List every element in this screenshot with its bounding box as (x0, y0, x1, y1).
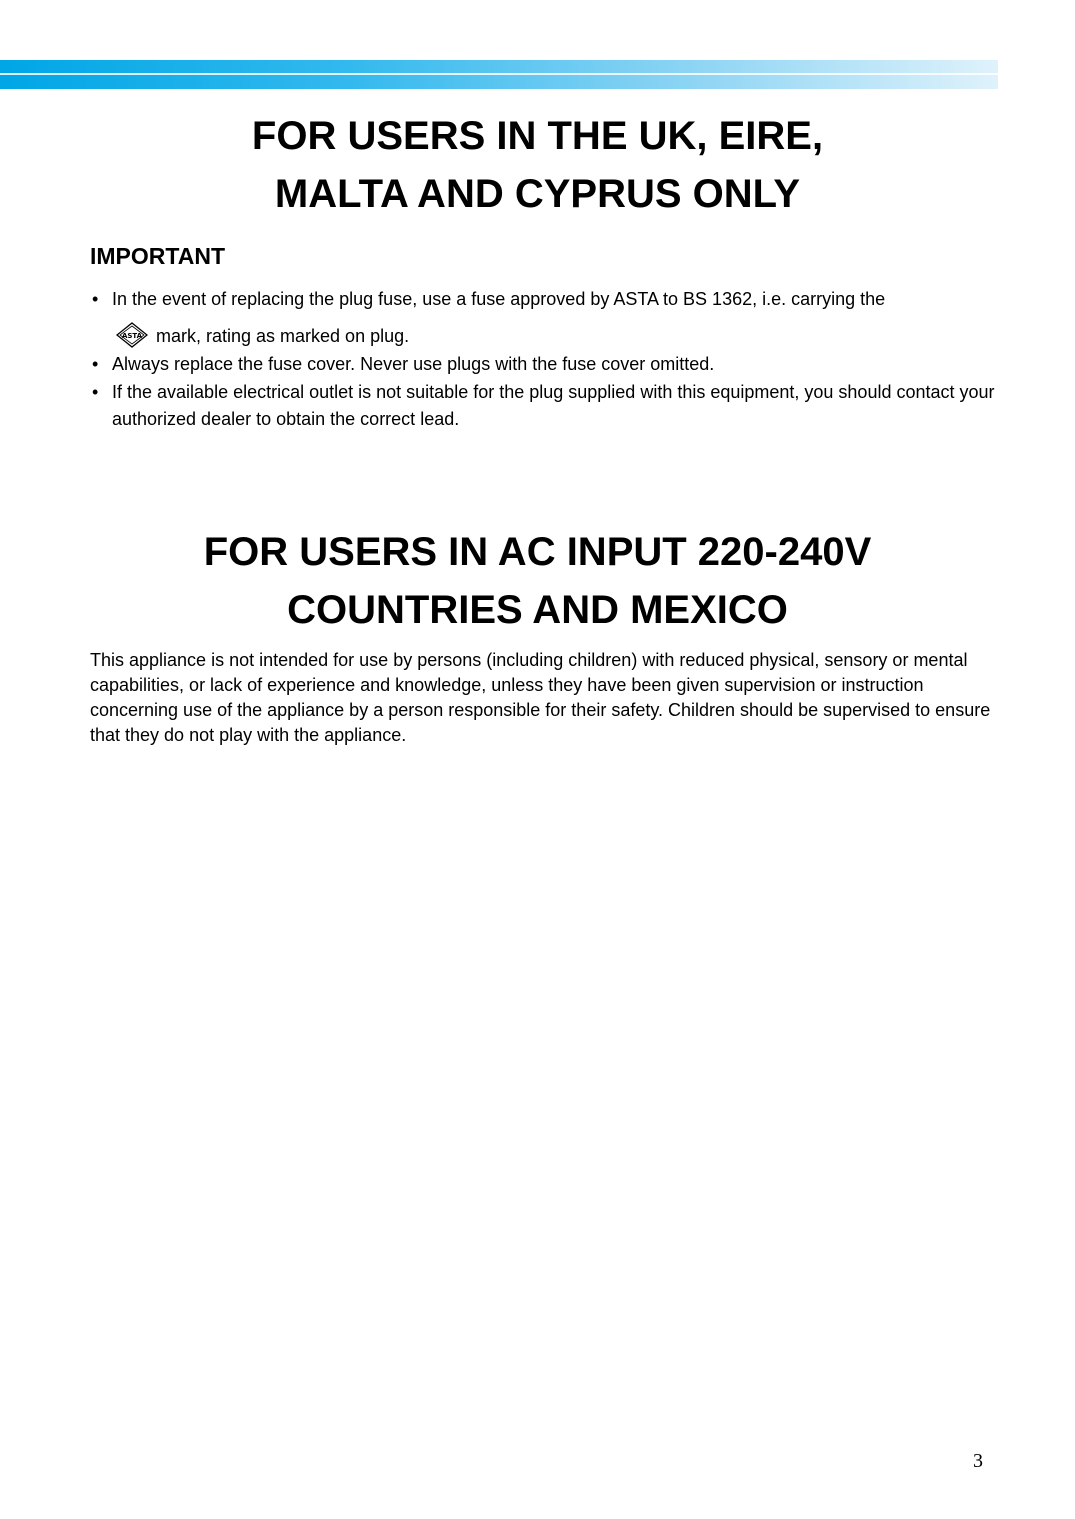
uk-section-heading (0, 107, 1075, 223)
asta-mark-icon (116, 322, 148, 348)
bullet-icon: • (92, 382, 99, 402)
important-bullet-list (90, 286, 995, 434)
bullet-icon: • (92, 354, 99, 374)
header-band-divider (0, 73, 998, 75)
page-number: 3 (973, 1450, 983, 1472)
uk-heading-line-1: FOR USERS IN THE UK, EIRE, (251, 114, 824, 158)
bullet-text: In the event of replacing the plug fuse, use a fuse approved by ASTA to BS 1362, i.e. carrying the (112, 289, 886, 309)
bullet-icon: • (92, 289, 99, 309)
ac-heading-line-1: FOR USERS IN AC INPUT 220-240V (203, 530, 872, 574)
uk-heading-line-2: MALTA AND CYPRUS ONLY (274, 172, 801, 216)
ac-safety-paragraph: This appliance is not intended for use by persons (including children) with reduced physical, sensory or mental capabilities, or lack of experience and knowledge, unless they have been given supervision or instruction concerning use of the appliance by a person responsible for their safety. Children should be supervised to ensure that they do not play with the appliance. (90, 650, 991, 745)
important-subheading: IMPORTANT (90, 243, 226, 269)
bullet-continuation-line (112, 322, 995, 350)
list-item (90, 379, 995, 433)
bullet-continuation-text: mark, rating as marked on plug. (156, 326, 410, 346)
asta-mark-text: ASTA (121, 332, 143, 340)
ac-heading-line-2: COUNTRIES AND MEXICO (287, 588, 788, 632)
list-item (90, 351, 995, 378)
bullet-text: Always replace the fuse cover. Never use plugs with the fuse cover omitted. (112, 354, 715, 374)
ac-section-heading (0, 523, 1075, 639)
bullet-text: If the available electrical outlet is not suitable for the plug supplied with this equipment, you should contact your authorized dealer to obtain the correct lead. (112, 382, 995, 429)
list-item (90, 286, 995, 350)
